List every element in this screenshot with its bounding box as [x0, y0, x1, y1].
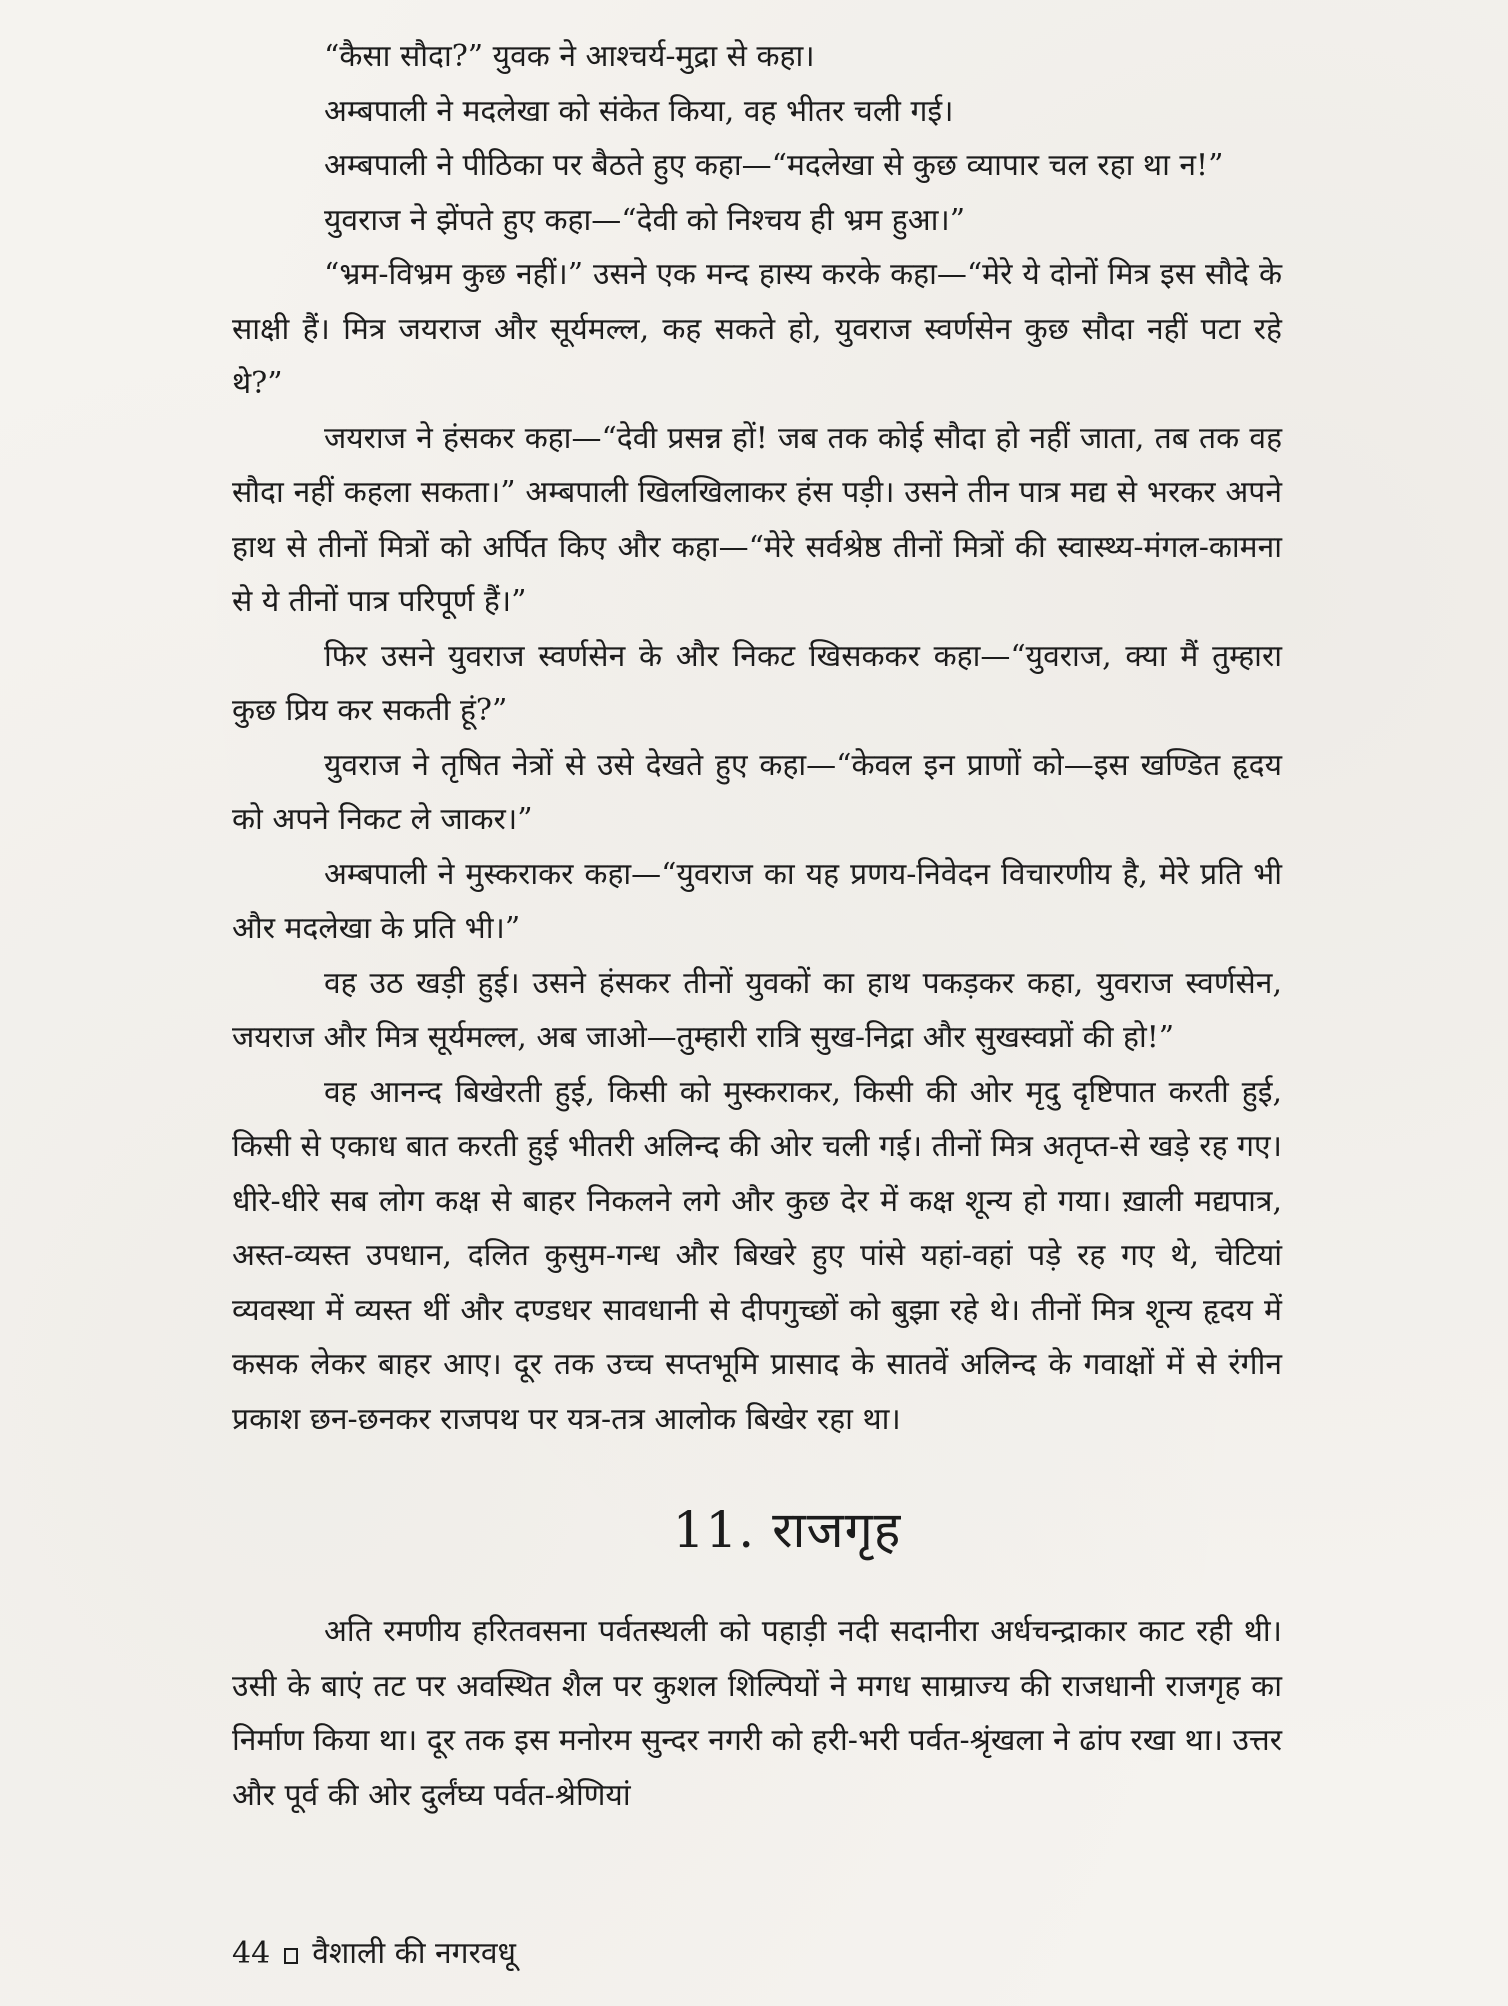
page-number: 44: [232, 1936, 271, 1971]
page-body: [232, 30, 1282, 1823]
book-title: वैशाली की नगरवधू: [312, 1936, 516, 1971]
paragraph: वह आनन्द बिखेरती हुई, किसी को मुस्कराकर, किसी की ओर मृदु दृष्टिपात करती हुई, किसी से एकाध बात करती हुई भीतरी अलिन्द की ओर चली गई। तीनों मित्र अतृप्त-से खड़े रह गए। धीरे-धीरे सब लोग कक्ष से बाहर निकलने लगे और कुछ देर में कक्ष शून्य हो गया। ख़ाली मद्यपात्र, अस्त-व्यस्त उपधान, दलित कुसुम-गन्ध और बिखरे हुए पांसे यहां-वहां पड़े रह गए थे, चेटियां व्यवस्था में व्यस्त थीं और दण्डधर सावधानी से दीपगुच्छों को बुझा रहे थे। तीनों मित्र शून्य हृदय में कसक लेकर बाहर आए। दूर तक उच्च सप्तभूमि प्रासाद के सातवें अलिन्द के गवाक्षों में से रंगीन प्रकाश छन-छनकर राजपथ पर यत्र-तत्र आलोक बिखेर रहा था।: [232, 1074, 1282, 1437]
page-footer: [232, 1934, 516, 1974]
paragraph: अम्बपाली ने पीठिका पर बैठते हुए कहा—“मदलेखा से कुछ व्यापार चल रहा था न!”: [324, 148, 1224, 183]
paragraph: जयराज ने हंसकर कहा—“देवी प्रसन्न हों! जब तक कोई सौदा हो नहीं जाता, तब तक वह सौदा नहीं कहला सकता।” अम्बपाली खिलखिलाकर हंस पड़ी। उसने तीन पात्र मद्य से भरकर अपने हाथ से तीनों मित्रों को अर्पित किए और कहा—“मेरे सर्वश्रेष्ठ तीनों मित्रों की स्वास्थ्य-मंगल-कामना से ये तीनों पात्र परिपूर्ण हैं।”: [232, 420, 1282, 619]
paragraph: फिर उसने युवराज स्वर्णसेन के और निकट खिसककर कहा—“युवराज, क्या मैं तुम्हारा कुछ प्रिय कर सकती हूं?”: [232, 638, 1282, 728]
paragraph: वह उठ खड़ी हुई। उसने हंसकर तीनों युवकों का हाथ पकड़कर कहा, युवराज स्वर्णसेन, जयराज और मित्र सूर्यमल्ल, अब जाओ—तुम्हारी रात्रि सुख-निद्रा और सुखस्वप्नों की हो!”: [232, 965, 1282, 1055]
paragraph: “भ्रम-विभ्रम कुछ नहीं।” उसने एक मन्द हास्य करके कहा—“मेरे ये दोनों मित्र इस सौदे के साक्षी हैं। मित्र जयराज और सूर्यमल्ल, कह सकते हो, युवराज स्वर्णसेन कुछ सौदा नहीं पटा रहे थे?”: [232, 257, 1282, 401]
chapter-heading: 11. राजगृह: [672, 1501, 902, 1559]
paragraph: अम्बपाली ने मुस्कराकर कहा—“युवराज का यह प्रणय-निवेदन विचारणीय है, मेरे प्रति भी और मदलेखा के प्रति भी।”: [232, 856, 1282, 946]
paragraph: युवराज ने झेंपते हुए कहा—“देवी को निश्चय ही भ्रम हुआ।”: [324, 202, 966, 238]
square-bullet-icon: [284, 1948, 298, 1964]
paragraph: अति रमणीय हरितवसना पर्वतस्थली को पहाड़ी नदी सदानीरा अर्धचन्द्राकार काट रही थी। उसी के बाएं तट पर अवस्थित शैल पर कुशल शिल्पियों ने मगध साम्राज्य की राजधानी राजगृह का निर्माण किया था। दूर तक इस मनोरम सुन्दर नगरी को हरी-भरी पर्वत-श्रृंखला ने ढांप रखा था। उत्तर और पूर्व की ओर दुर्लंघ्य पर्वत-श्रेणियां: [232, 1614, 1282, 1813]
paragraph: “कैसा सौदा?” युवक ने आश्चर्य-मुद्रा से कहा।: [324, 39, 815, 74]
paragraph: अम्बपाली ने मदलेखा को संकेत किया, वह भीतर चली गई।: [324, 93, 954, 129]
paragraph: युवराज ने तृषित नेत्रों से उसे देखते हुए कहा—“केवल इन प्राणों को—इस खण्डित हृदय को अपने निकट ले जाकर।”: [232, 747, 1282, 837]
